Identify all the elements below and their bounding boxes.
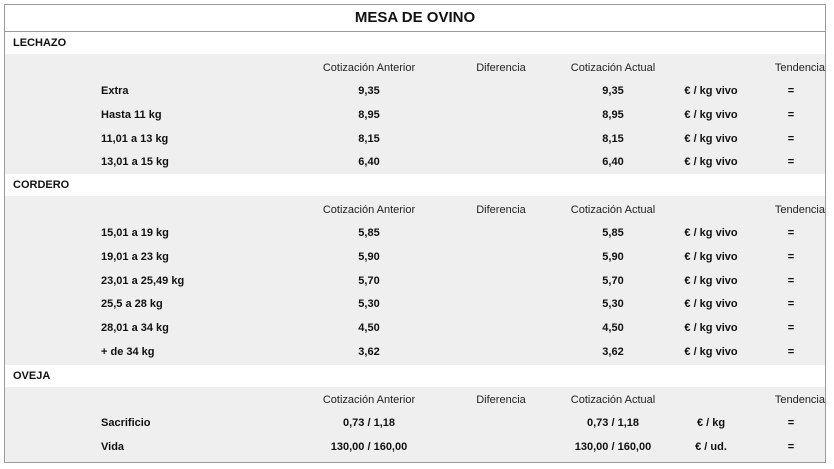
row-unit: € / kg vivo xyxy=(684,227,738,239)
row-anterior: 8,15 xyxy=(358,133,380,145)
section-title-lechazo: LECHAZO xyxy=(5,32,825,54)
row-label: 25,5 a 28 kg xyxy=(101,298,163,310)
row-tendencia: = xyxy=(787,417,795,429)
row-label: Sacrificio xyxy=(101,417,151,429)
row-anterior: 9,35 xyxy=(358,85,380,97)
row-unit: € / kg vivo xyxy=(684,109,738,121)
row-label: 15,01 a 19 kg xyxy=(101,227,169,239)
row-tendencia: = xyxy=(787,133,795,145)
row-tendencia: = xyxy=(787,227,795,239)
row-unit: € / kg xyxy=(696,417,726,429)
header-cotizacion-anterior: Cotización Anterior xyxy=(322,394,416,406)
row-actual: 5,85 xyxy=(602,227,624,239)
row-unit: € / kg vivo xyxy=(684,346,738,358)
row-unit: € / kg vivo xyxy=(684,133,738,145)
section-title-cordero: CORDERO xyxy=(5,174,825,196)
header-cotizacion-anterior: Cotización Anterior xyxy=(322,62,416,74)
header-diferencia: Diferencia xyxy=(476,62,526,74)
row-anterior: 4,50 xyxy=(358,322,380,334)
section-title-oveja: OVEJA xyxy=(5,365,825,387)
row-unit: € / kg vivo xyxy=(684,322,738,334)
row-tendencia: = xyxy=(787,85,795,97)
row-tendencia: = xyxy=(787,275,795,287)
row-tendencia: = xyxy=(787,109,795,121)
header-cotizacion-actual: Cotización Actual xyxy=(570,62,656,74)
row-label: Extra xyxy=(101,85,129,97)
header-tendencia: Tendencia xyxy=(774,394,825,406)
row-label: 11,01 a 13 kg xyxy=(101,133,169,145)
row-label: 23,01 a 25,49 kg xyxy=(101,275,185,287)
row-tendencia: = xyxy=(787,298,795,310)
row-actual: 4,50 xyxy=(602,322,624,334)
row-label: Hasta 11 kg xyxy=(101,109,162,121)
row-actual: 5,90 xyxy=(602,251,624,263)
row-actual: 0,73 / 1,18 xyxy=(587,417,639,429)
row-tendencia: = xyxy=(787,156,795,168)
row-label: + de 34 kg xyxy=(101,346,155,358)
row-tendencia: = xyxy=(787,441,795,453)
row-actual: 130,00 / 160,00 xyxy=(574,441,652,453)
row-anterior: 5,30 xyxy=(358,298,380,310)
row-anterior: 5,85 xyxy=(358,227,380,239)
row-label: 28,01 a 34 kg xyxy=(101,322,169,334)
row-anterior: 130,00 / 160,00 xyxy=(330,441,408,453)
header-tendencia: Tendencia xyxy=(774,204,825,216)
header-cotizacion-actual: Cotización Actual xyxy=(570,204,656,216)
header-diferencia: Diferencia xyxy=(476,394,526,406)
row-unit: € / kg vivo xyxy=(684,156,738,168)
row-actual: 9,35 xyxy=(602,85,624,97)
row-label: 13,01 a 15 kg xyxy=(101,156,169,168)
header-cotizacion-actual: Cotización Actual xyxy=(570,394,656,406)
row-tendencia: = xyxy=(787,251,795,263)
row-actual: 5,70 xyxy=(602,275,624,287)
row-anterior: 0,73 / 1,18 xyxy=(343,417,395,429)
row-anterior: 5,70 xyxy=(358,275,380,287)
page-title: MESA DE OVINO xyxy=(5,5,825,32)
row-tendencia: = xyxy=(787,346,795,358)
row-tendencia: = xyxy=(787,322,795,334)
header-tendencia: Tendencia xyxy=(774,62,825,74)
row-actual: 5,30 xyxy=(602,298,624,310)
header-cotizacion-anterior: Cotización Anterior xyxy=(322,204,416,216)
row-unit: € / kg vivo xyxy=(684,298,738,310)
row-unit: € / kg vivo xyxy=(684,85,738,97)
row-unit: € / kg vivo xyxy=(684,275,738,287)
price-table xyxy=(4,4,826,463)
row-label: Vida xyxy=(101,441,125,453)
row-actual: 3,62 xyxy=(602,346,624,358)
row-anterior: 5,90 xyxy=(358,251,380,263)
row-unit: € / kg vivo xyxy=(684,251,738,263)
row-actual: 8,95 xyxy=(602,109,624,121)
row-anterior: 3,62 xyxy=(358,346,380,358)
row-actual: 8,15 xyxy=(602,133,624,145)
row-anterior: 8,95 xyxy=(358,109,380,121)
row-label: 19,01 a 23 kg xyxy=(101,251,169,263)
row-unit: € / ud. xyxy=(695,441,727,453)
header-diferencia: Diferencia xyxy=(476,204,526,216)
row-actual: 6,40 xyxy=(602,156,624,168)
row-anterior: 6,40 xyxy=(358,156,380,168)
